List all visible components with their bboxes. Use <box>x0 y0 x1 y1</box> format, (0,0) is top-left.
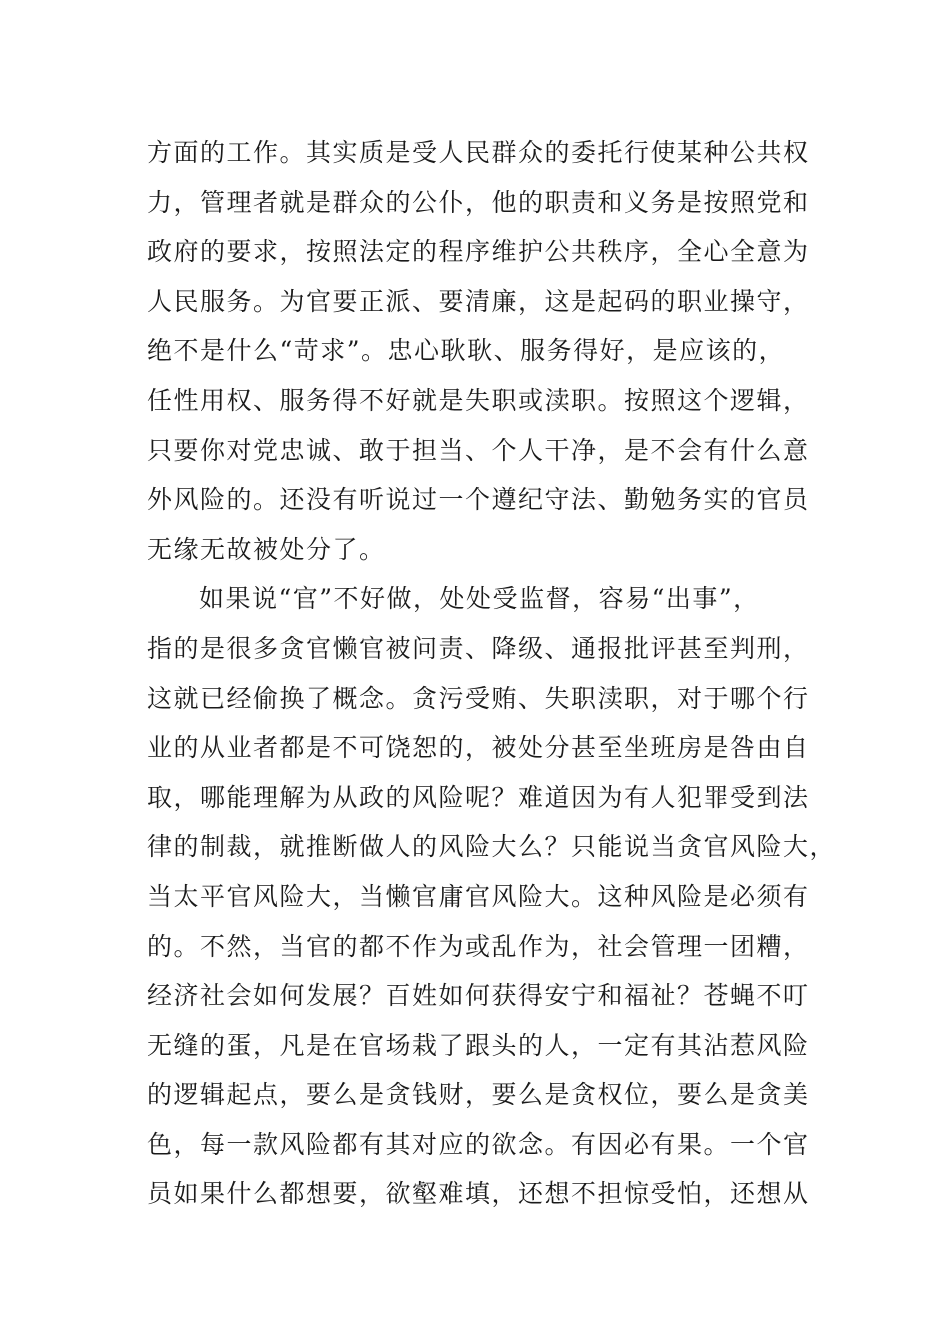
text-line: 经济社会如何发展？百姓如何获得安宁和福祉？苍蝇不叮 <box>147 981 810 1011</box>
text-line: 方面的工作。其实质是受人民群众的委托行使某种公共权 <box>147 138 810 167</box>
text-line: 当太平官风险大，当懒官庸官风险大。这种风险是必须有 <box>147 881 810 911</box>
text-line-first-indented: 如果说“官”不好做，处处受监督，容易“出事”， <box>199 584 760 614</box>
text-line: 政府的要求，按照法定的程序维护公共秩序，全心全意为 <box>147 237 810 267</box>
text-line: 指的是很多贪官懒官被问责、降级、通报批评甚至判刑， <box>147 633 810 663</box>
text-line: 无缝的蛋，凡是在官场栽了跟头的人，一定有其沾惹风险 <box>147 1030 810 1060</box>
text-line: 的。不然，当官的都不作为或乱作为，社会管理一团糟， <box>147 931 810 961</box>
text-line: 的逻辑起点，要么是贪钱财，要么是贪权位，要么是贪美 <box>147 1080 810 1110</box>
text-line: 绝不是什么“苛求”。忠心耿耿、服务得好，是应该的， <box>147 336 786 366</box>
paragraph-2 <box>147 574 837 1219</box>
text-line: 外风险的。还没有听说过一个遵纪守法、勤勉务实的官员 <box>147 485 810 515</box>
text-line: 任性用权、服务得不好就是失职或渎职。按照这个逻辑， <box>147 385 810 415</box>
paragraph-1 <box>147 128 810 574</box>
text-line: 人民服务。为官要正派、要清廉，这是起码的职业操守， <box>147 286 810 316</box>
text-line: 色，每一款风险都有其对应的欲念。有因必有果。一个官 <box>147 1129 810 1159</box>
body-text <box>147 128 837 1219</box>
text-line: 律的制裁，就推断做人的风险大么？只能说当贪官风险大， <box>147 832 837 862</box>
text-line: 无缘无故被处分了。 <box>147 534 386 564</box>
text-line: 只要你对党忠诚、敢于担当、个人干净，是不会有什么意 <box>147 435 810 465</box>
text-line: 员如果什么都想要，欲壑难填，还想不担惊受怕，还想从 <box>147 1179 810 1209</box>
text-line: 力，管理者就是群众的公仆，他的职责和义务是按照党和 <box>147 187 810 217</box>
text-line: 业的从业者都是不可饶恕的，被处分甚至坐班房是咎由自 <box>147 733 810 763</box>
text-line: 取，哪能理解为从政的风险呢？难道因为有人犯罪受到法 <box>147 782 810 812</box>
text-line: 这就已经偷换了概念。贪污受贿、失职渎职，对于哪个行 <box>147 683 810 713</box>
